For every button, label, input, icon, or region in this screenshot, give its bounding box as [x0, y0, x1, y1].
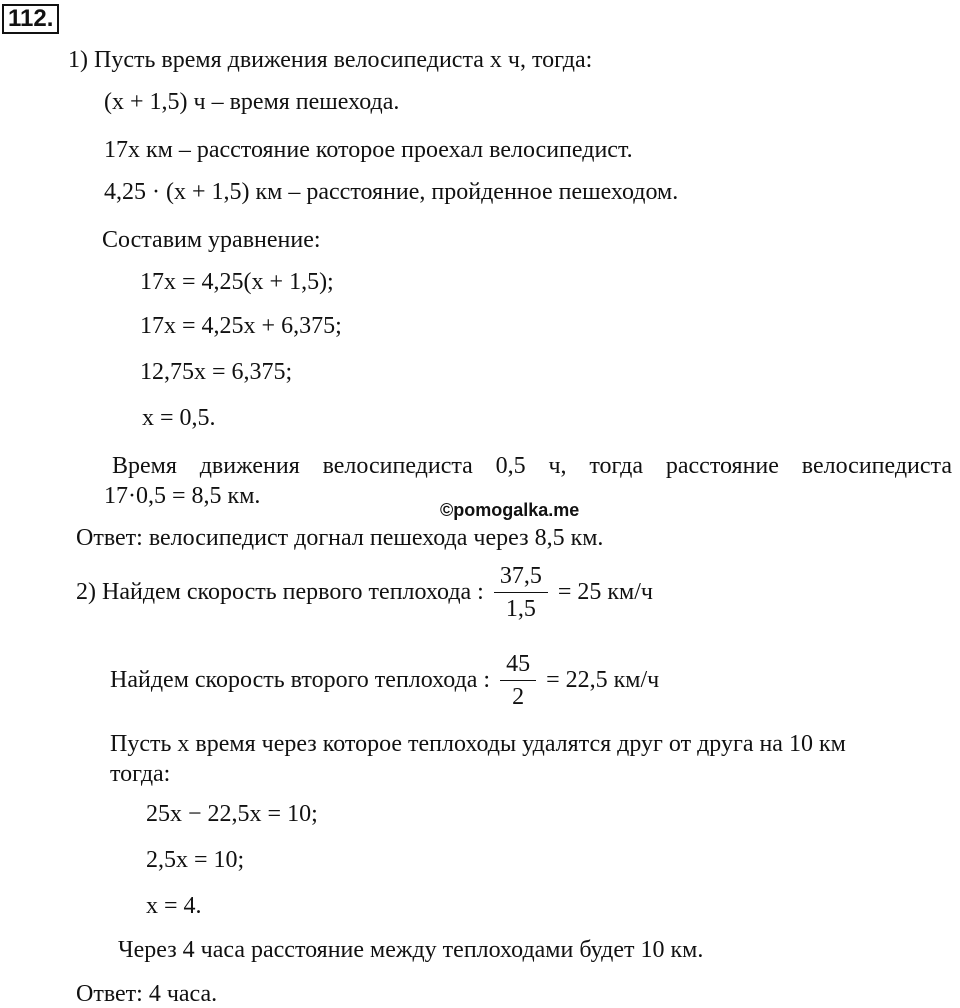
fraction-numerator: 45 [500, 650, 536, 681]
part2-speed2-fraction [500, 650, 536, 711]
part2-speed1-result: = 25 км/ч [557, 579, 653, 605]
part2-let-line-2: тогда: [110, 761, 171, 787]
part1-line-cyclist-distance: 17x км – расстояние которое проехал велосипедист. [104, 137, 633, 163]
part2-speed2-text: Найдем скорость второго теплохода : [110, 667, 491, 693]
fraction-denominator: 1,5 [505, 596, 536, 622]
part2-speed1-row [76, 562, 653, 623]
part1-line-pedestrian-distance: 4,25 · (x + 1,5) км – расстояние, пройденное пешеходом. [104, 179, 679, 205]
part2-speed2-result: = 22,5 км/ч [546, 667, 660, 693]
part1-line-pedestrian-time: (x + 1,5) ч – время пешехода. [104, 89, 400, 115]
part1-answer: Ответ: велосипедист догнал пешехода через 8,5 км. [76, 525, 604, 551]
part1-result-line-2: 17·0,5 = 8,5 км. [104, 483, 261, 509]
problem-number: 112. [2, 4, 59, 34]
part1-equation-1: 17x = 4,25(x + 1,5); [140, 269, 334, 295]
fraction-denominator: 2 [512, 684, 525, 710]
part2-equation-1: 25x − 22,5x = 10; [146, 801, 318, 827]
part2-speed1-fraction [494, 562, 548, 623]
part1-equation-4: x = 0,5. [142, 405, 216, 431]
fraction-numerator: 37,5 [494, 562, 548, 593]
part2-speed2-row [110, 650, 659, 711]
part2-let-line-1: Пусть x время через которое теплоходы удалятся друг от друга на 10 км [110, 731, 846, 757]
part1-result-line-1: Время движения велосипедиста 0,5 ч, тогда расстояние велосипедиста [112, 453, 952, 479]
watermark: ©pomogalka.me [440, 500, 580, 520]
part2-equation-3: x = 4. [146, 893, 202, 919]
part2-answer: Ответ: 4 часа. [76, 981, 218, 1007]
part2-speed1-text: 2) Найдем скорость первого теплохода : [76, 579, 484, 605]
part1-equation-3: 12,75x = 6,375; [140, 359, 293, 385]
part1-equation-2: 17x = 4,25x + 6,375; [140, 313, 342, 339]
part2-equation-2: 2,5x = 10; [146, 847, 245, 873]
part1-equation-title: Составим уравнение: [102, 227, 321, 253]
part2-result: Через 4 часа расстояние между теплоходами будет 10 км. [118, 937, 704, 963]
part1-intro: 1) Пусть время движения велосипедиста x ч, тогда: [68, 47, 593, 73]
